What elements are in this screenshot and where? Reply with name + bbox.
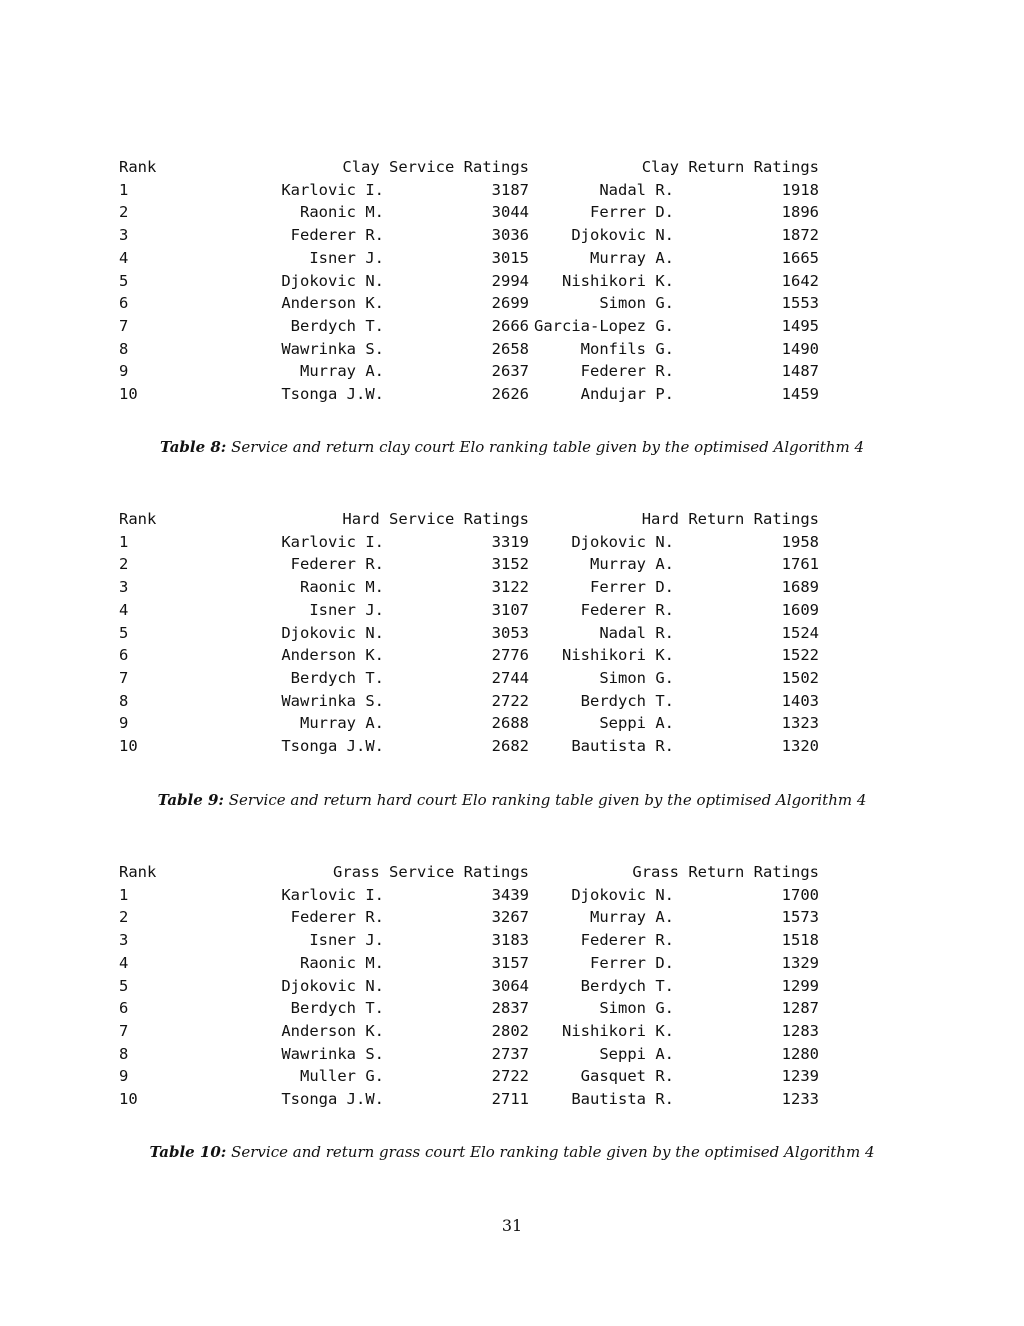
grass-ratings-table: [119, 861, 819, 1111]
caption-label: Table 9:: [157, 791, 224, 809]
return-player-name: Murray A.: [590, 908, 674, 927]
table-body: [119, 179, 819, 406]
return-player-name: Federer R.: [580, 600, 674, 619]
table-row: [119, 201, 819, 224]
return-player-name: Seppi A.: [599, 1044, 674, 1063]
table-body: [119, 884, 819, 1111]
service-rating: 3187: [491, 180, 529, 199]
service-player-name: Anderson K.: [281, 294, 384, 313]
rank-cell: 5: [119, 271, 129, 290]
service-player-name: Tsonga J.W.: [281, 385, 384, 404]
rank-cell: 9: [119, 362, 129, 381]
return-player-name: Simon G.: [599, 999, 674, 1018]
table-row: [119, 338, 819, 361]
return-player-name: Garcia-Lopez G.: [534, 316, 674, 335]
rank-cell: 10: [119, 1090, 138, 1109]
return-rating: 1522: [781, 646, 819, 665]
return-rating: 1872: [781, 226, 819, 245]
service-player-name: Murray A.: [300, 362, 384, 381]
table-row: [119, 270, 819, 293]
caption-text: Service and return clay court Elo ranking table given by the optimised Algorithm 4: [231, 438, 865, 456]
service-player-name: Raonic M.: [300, 203, 384, 222]
table-row: [119, 531, 819, 554]
hard-ratings-table: [119, 508, 819, 758]
service-player-name: Federer R.: [290, 555, 384, 574]
service-rating: 3064: [491, 976, 529, 995]
return-player-name: Ferrer D.: [590, 578, 674, 597]
service-player-name: Wawrinka S.: [281, 691, 384, 710]
return-rating: 1280: [781, 1044, 819, 1063]
table-caption: [0, 791, 1024, 809]
return-rating: 1495: [781, 316, 819, 335]
service-player-name: Karlovic I.: [281, 180, 384, 199]
rank-cell: 3: [119, 226, 129, 245]
service-player-name: Anderson K.: [281, 646, 384, 665]
return-rating: 1958: [781, 532, 819, 551]
rank-header: Rank: [119, 158, 157, 176]
return-rating: 1896: [781, 203, 819, 222]
rank-cell: 4: [119, 600, 129, 619]
return-rating: 1642: [781, 271, 819, 290]
table-row: [119, 906, 819, 929]
table-row: [119, 553, 819, 576]
service-rating: 3015: [491, 248, 529, 267]
service-player-name: Federer R.: [290, 908, 384, 927]
rank-header: Rank: [119, 863, 157, 881]
rank-cell: 1: [119, 532, 129, 551]
table-row: [119, 1020, 819, 1043]
service-rating: 3122: [491, 578, 529, 597]
return-header: Grass Return Ratings: [632, 863, 819, 881]
service-rating: 3439: [491, 885, 529, 904]
return-rating: 1553: [781, 294, 819, 313]
service-rating: 2688: [491, 714, 529, 733]
service-rating: 3044: [491, 203, 529, 222]
rank-cell: 4: [119, 248, 129, 267]
table-row: [119, 952, 819, 975]
rank-cell: 8: [119, 691, 129, 710]
service-rating: 2837: [491, 999, 529, 1018]
service-rating: 2626: [491, 385, 529, 404]
service-rating: 3036: [491, 226, 529, 245]
return-player-name: Murray A.: [590, 555, 674, 574]
service-header: Clay Service Ratings: [342, 158, 529, 176]
rank-header: Rank: [119, 510, 157, 528]
service-player-name: Berdych T.: [290, 668, 384, 687]
table-row: [119, 383, 819, 406]
return-player-name: Nadal R.: [599, 180, 674, 199]
service-player-name: Raonic M.: [300, 953, 384, 972]
service-player-name: Djokovic N.: [281, 271, 384, 290]
return-player-name: Seppi A.: [599, 714, 674, 733]
service-player-name: Berdych T.: [290, 999, 384, 1018]
return-player-name: Ferrer D.: [590, 203, 674, 222]
table-row: [119, 292, 819, 315]
return-player-name: Murray A.: [590, 248, 674, 267]
table-row: [119, 576, 819, 599]
service-rating: 3319: [491, 532, 529, 551]
table-row: [119, 622, 819, 645]
rank-cell: 6: [119, 646, 129, 665]
service-player-name: Wawrinka S.: [281, 339, 384, 358]
service-player-name: Karlovic I.: [281, 532, 384, 551]
caption-text: Service and return grass court Elo ranking table given by the optimised Algorithm 4: [231, 1143, 875, 1161]
rank-cell: 7: [119, 1021, 129, 1040]
return-player-name: Nishikori K.: [562, 271, 674, 290]
service-header: Hard Service Ratings: [342, 510, 529, 528]
return-rating: 1320: [781, 737, 819, 756]
rank-cell: 6: [119, 294, 129, 313]
return-rating: 1665: [781, 248, 819, 267]
return-rating: 1283: [781, 1021, 819, 1040]
return-player-name: Simon G.: [599, 668, 674, 687]
table-row: [119, 644, 819, 667]
service-rating: 2666: [491, 316, 529, 335]
rank-cell: 5: [119, 623, 129, 642]
return-rating: 1490: [781, 339, 819, 358]
service-rating: 2802: [491, 1021, 529, 1040]
return-rating: 1487: [781, 362, 819, 381]
rank-cell: 4: [119, 953, 129, 972]
service-rating: 2658: [491, 339, 529, 358]
return-rating: 1700: [781, 885, 819, 904]
rank-cell: 3: [119, 578, 129, 597]
table-row: [119, 690, 819, 713]
service-player-name: Isner J.: [309, 931, 384, 950]
return-rating: 1689: [781, 578, 819, 597]
return-player-name: Simon G.: [599, 294, 674, 313]
service-player-name: Djokovic N.: [281, 623, 384, 642]
rank-cell: 2: [119, 555, 129, 574]
table-header-row: [119, 861, 819, 884]
rank-cell: 7: [119, 316, 129, 335]
service-player-name: Wawrinka S.: [281, 1044, 384, 1063]
table-body: [119, 531, 819, 758]
rank-cell: 10: [119, 737, 138, 756]
service-rating: 2722: [491, 691, 529, 710]
return-player-name: Gasquet R.: [580, 1067, 674, 1086]
table-header-row: [119, 508, 819, 531]
rank-cell: 6: [119, 999, 129, 1018]
return-rating: 1524: [781, 623, 819, 642]
return-header: Hard Return Ratings: [641, 510, 819, 528]
clay-ratings-table: [119, 156, 819, 406]
table-row: [119, 1043, 819, 1066]
table-row: [119, 929, 819, 952]
return-rating: 1502: [781, 668, 819, 687]
table-row: [119, 1088, 819, 1111]
service-rating: 2637: [491, 362, 529, 381]
service-rating: 2744: [491, 668, 529, 687]
service-player-name: Isner J.: [309, 600, 384, 619]
return-rating: 1239: [781, 1067, 819, 1086]
rank-cell: 7: [119, 668, 129, 687]
return-player-name: Djokovic N.: [571, 885, 674, 904]
table-row: [119, 712, 819, 735]
service-player-name: Anderson K.: [281, 1021, 384, 1040]
caption-text: Service and return hard court Elo ranking table given by the optimised Algorithm 4: [228, 791, 867, 809]
service-rating: 2699: [491, 294, 529, 313]
return-rating: 1761: [781, 555, 819, 574]
return-player-name: Ferrer D.: [590, 953, 674, 972]
service-player-name: Karlovic I.: [281, 885, 384, 904]
rank-cell: 2: [119, 203, 129, 222]
table-row: [119, 224, 819, 247]
table-row: [119, 667, 819, 690]
table-row: [119, 247, 819, 270]
service-rating: 2776: [491, 646, 529, 665]
table-header-row: [119, 156, 819, 179]
table-row: [119, 179, 819, 202]
return-player-name: Bautista R.: [571, 1090, 674, 1109]
return-player-name: Berdych T.: [580, 691, 674, 710]
return-player-name: Nishikori K.: [562, 646, 674, 665]
service-player-name: Muller G.: [300, 1067, 384, 1086]
return-player-name: Andujar P.: [580, 385, 674, 404]
table-row: [119, 360, 819, 383]
service-player-name: Raonic M.: [300, 578, 384, 597]
service-rating: 3107: [491, 600, 529, 619]
table-caption: [0, 438, 1024, 456]
return-rating: 1609: [781, 600, 819, 619]
table-caption: [0, 1143, 1024, 1161]
table-row: [119, 975, 819, 998]
service-rating: 3267: [491, 908, 529, 927]
service-player-name: Djokovic N.: [281, 976, 384, 995]
return-rating: 1459: [781, 385, 819, 404]
service-player-name: Tsonga J.W.: [281, 737, 384, 756]
page-number: 31: [501, 1216, 523, 1235]
rank-cell: 1: [119, 885, 129, 904]
return-rating: 1323: [781, 714, 819, 733]
return-player-name: Federer R.: [580, 362, 674, 381]
service-rating: 3053: [491, 623, 529, 642]
service-rating: 2682: [491, 737, 529, 756]
table-row: [119, 884, 819, 907]
service-rating: 3157: [491, 953, 529, 972]
return-player-name: Nishikori K.: [562, 1021, 674, 1040]
caption-label: Table 10:: [149, 1143, 227, 1161]
service-player-name: Federer R.: [290, 226, 384, 245]
return-header: Clay Return Ratings: [641, 158, 819, 176]
rank-cell: 2: [119, 908, 129, 927]
return-player-name: Bautista R.: [571, 737, 674, 756]
rank-cell: 5: [119, 976, 129, 995]
service-player-name: Berdych T.: [290, 316, 384, 335]
table-row: [119, 599, 819, 622]
service-player-name: Isner J.: [309, 248, 384, 267]
service-rating: 2711: [491, 1090, 529, 1109]
service-rating: 3152: [491, 555, 529, 574]
service-rating: 3183: [491, 931, 529, 950]
return-rating: 1299: [781, 976, 819, 995]
service-rating: 2994: [491, 271, 529, 290]
caption-label: Table 8:: [159, 438, 227, 456]
rank-cell: 9: [119, 1067, 129, 1086]
return-player-name: Monfils G.: [580, 339, 674, 358]
rank-cell: 8: [119, 1044, 129, 1063]
table-row: [119, 997, 819, 1020]
return-rating: 1918: [781, 180, 819, 199]
return-rating: 1287: [781, 999, 819, 1018]
service-player-name: Murray A.: [300, 714, 384, 733]
return-player-name: Federer R.: [580, 931, 674, 950]
service-rating: 2737: [491, 1044, 529, 1063]
return-rating: 1518: [781, 931, 819, 950]
table-row: [119, 1065, 819, 1088]
return-player-name: Berdych T.: [580, 976, 674, 995]
return-rating: 1233: [781, 1090, 819, 1109]
table-row: [119, 315, 819, 338]
return-rating: 1573: [781, 908, 819, 927]
service-rating: 2722: [491, 1067, 529, 1086]
rank-cell: 9: [119, 714, 129, 733]
rank-cell: 1: [119, 180, 129, 199]
return-rating: 1403: [781, 691, 819, 710]
return-player-name: Nadal R.: [599, 623, 674, 642]
return-rating: 1329: [781, 953, 819, 972]
service-player-name: Tsonga J.W.: [281, 1090, 384, 1109]
rank-cell: 3: [119, 931, 129, 950]
service-header: Grass Service Ratings: [333, 863, 529, 881]
rank-cell: 10: [119, 385, 138, 404]
table-row: [119, 735, 819, 758]
return-player-name: Djokovic N.: [571, 226, 674, 245]
return-player-name: Djokovic N.: [571, 532, 674, 551]
rank-cell: 8: [119, 339, 129, 358]
